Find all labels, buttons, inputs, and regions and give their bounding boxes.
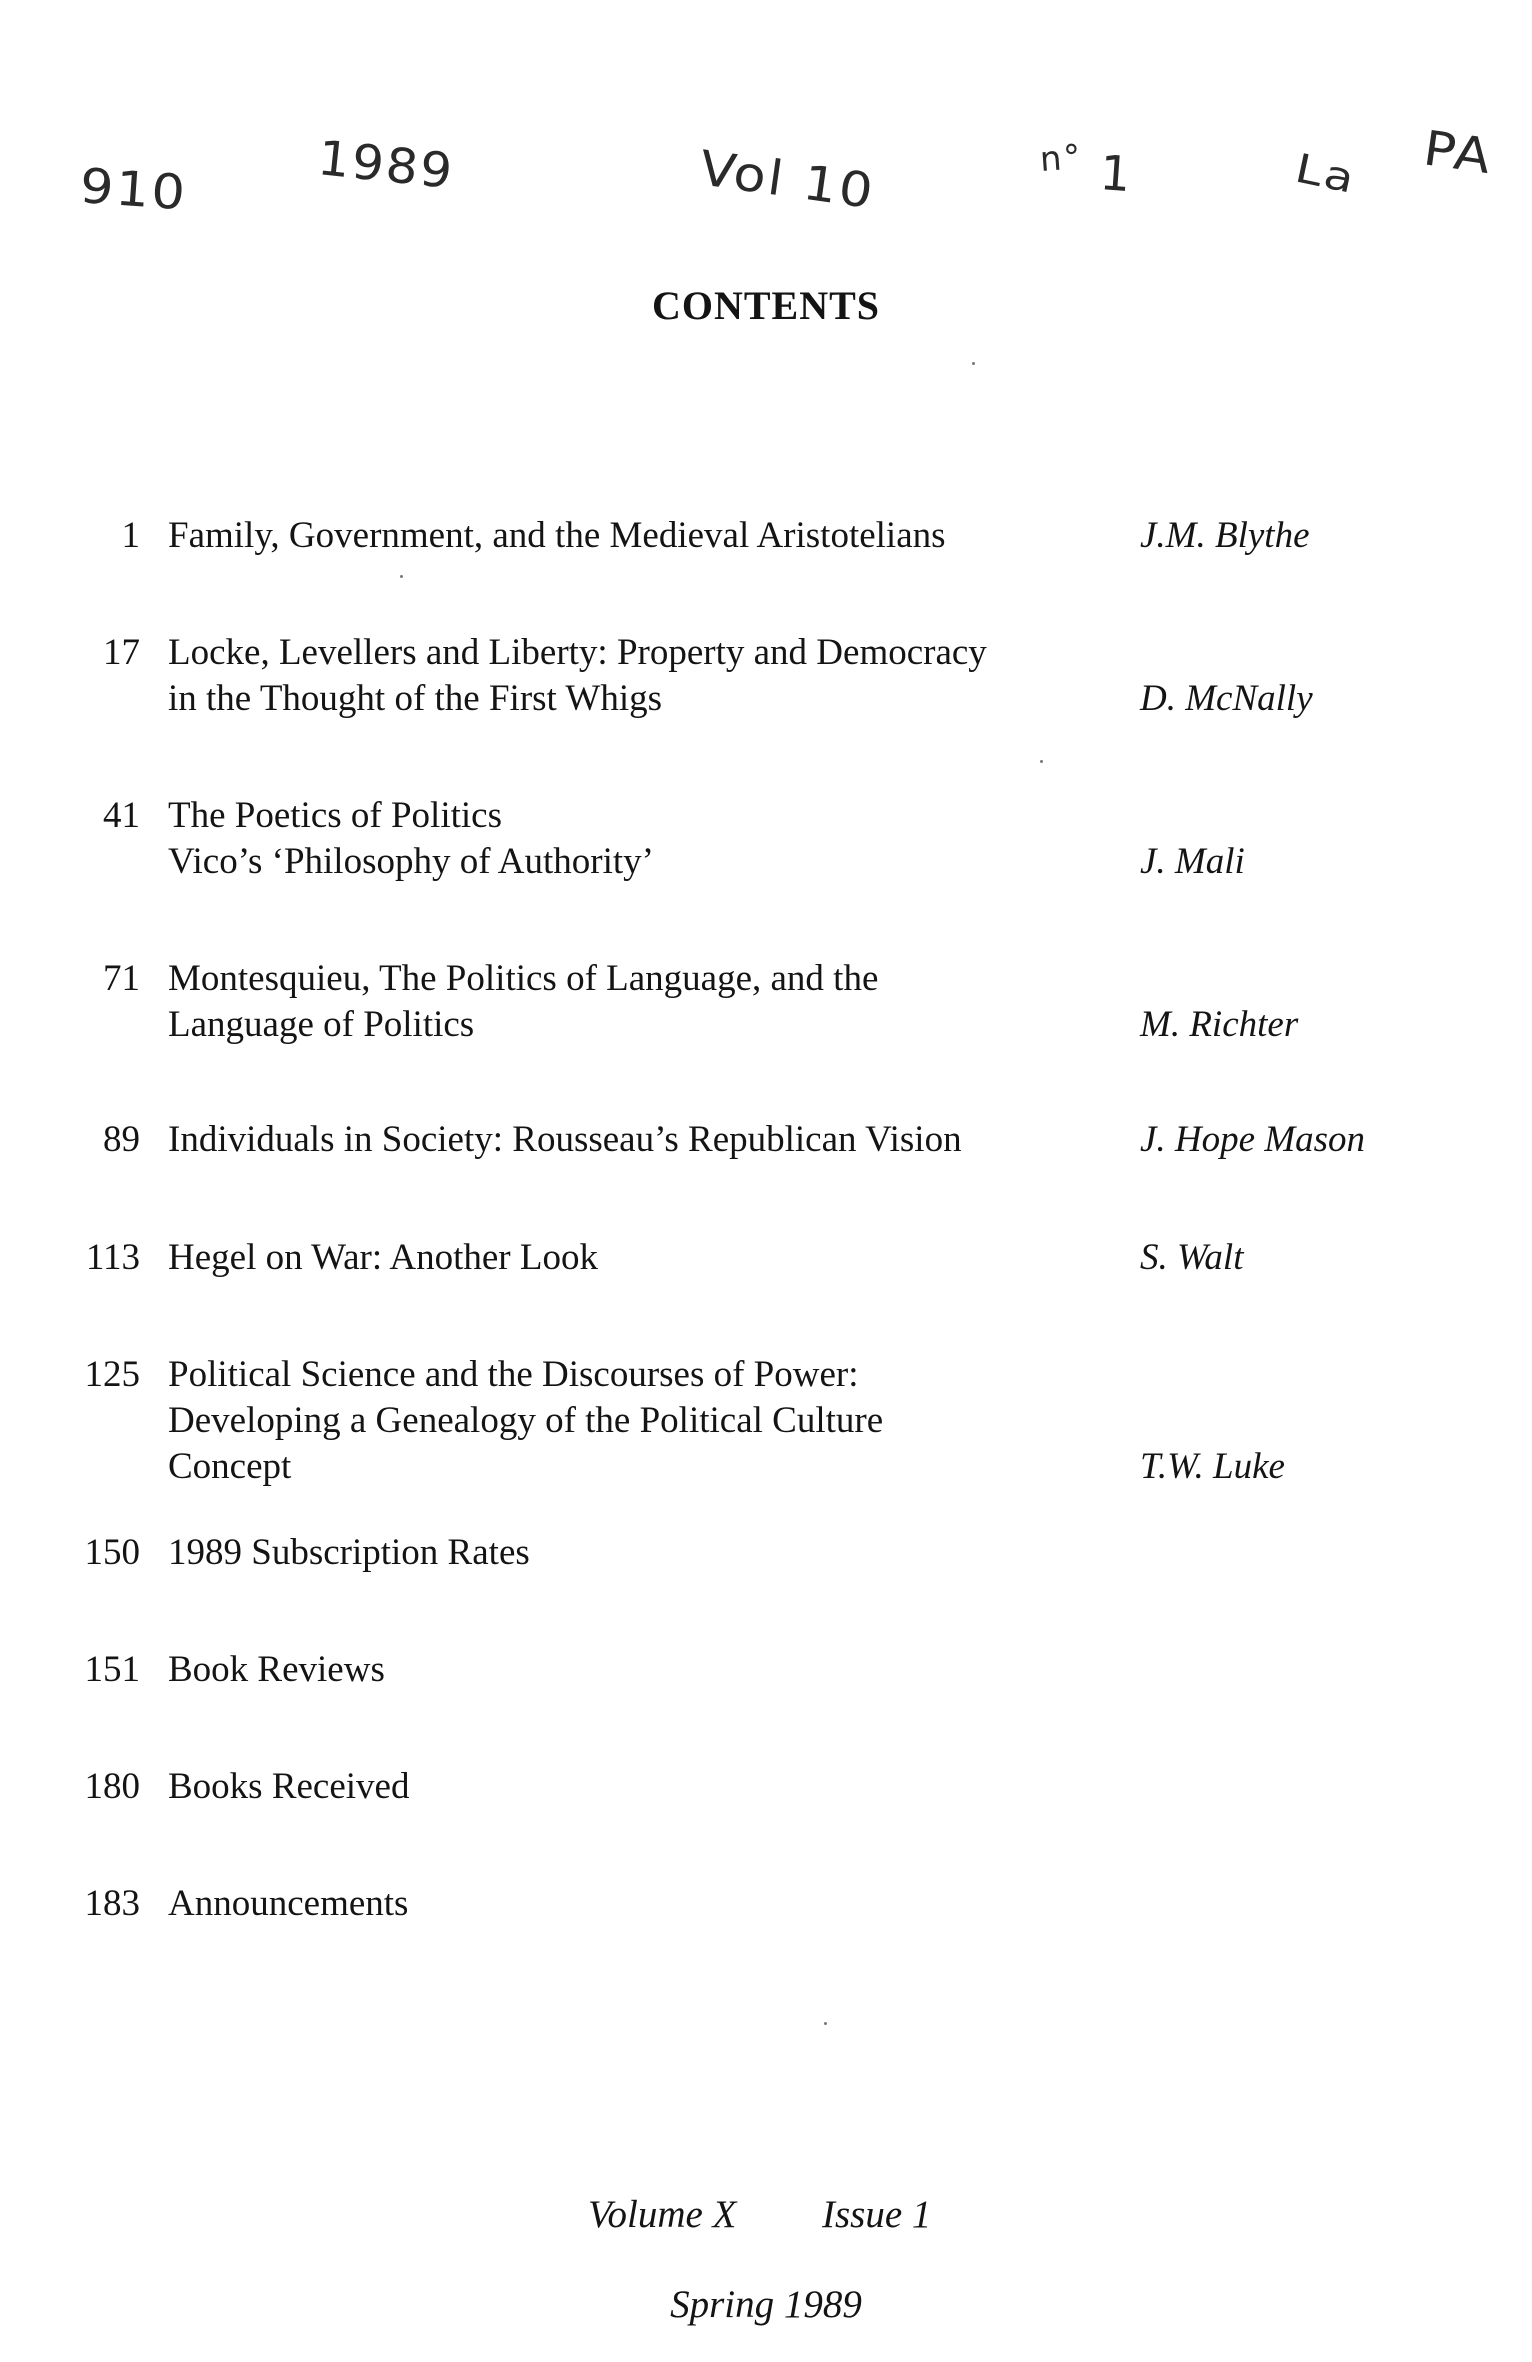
toc-title-line: Hegel on War: Another Look xyxy=(168,1237,598,1278)
toc-page-number: 183 xyxy=(84,1883,140,1924)
toc-author: J. Hope Mason xyxy=(1140,1119,1366,1160)
handwritten-annotation xyxy=(0,0,1532,260)
toc-page-number: 113 xyxy=(85,1237,140,1278)
toc-author: T.W. Luke xyxy=(1140,1446,1285,1487)
toc-article-title xyxy=(168,956,1128,1048)
page-title: CONTENTS xyxy=(651,283,881,328)
toc-article-title xyxy=(168,630,1128,722)
toc-page-number: 180 xyxy=(84,1766,140,1807)
handwritten-note: n° xyxy=(1038,137,1084,180)
toc-article-title xyxy=(168,513,1128,559)
toc-article-title xyxy=(168,1352,1128,1490)
toc-title-line: Individuals in Society: Rousseau’s Republican Vision xyxy=(168,1119,962,1160)
volume-label: Volume X xyxy=(588,2193,737,2236)
toc-page-number: 125 xyxy=(84,1354,140,1395)
toc-title-line: Language of Politics xyxy=(168,1004,475,1045)
toc-article-title xyxy=(168,1117,1128,1163)
toc-article-title xyxy=(168,1647,1128,1693)
toc-title-line: Montesquieu, The Politics of Language, and the xyxy=(168,958,879,999)
toc-article-title xyxy=(168,1530,1128,1576)
toc-page-number: 150 xyxy=(84,1532,140,1573)
scan-speck xyxy=(972,362,975,365)
toc-page-number: 17 xyxy=(103,632,140,673)
toc-title-line: Family, Government, and the Medieval Aristotelians xyxy=(168,515,946,556)
toc-title-line: Political Science and the Discourses of Power: xyxy=(168,1354,859,1395)
toc-title-line: 1989 Subscription Rates xyxy=(168,1532,530,1573)
handwritten-note: PA xyxy=(1420,120,1497,186)
toc-article-title xyxy=(168,793,1128,885)
toc-page-number: 89 xyxy=(103,1119,140,1160)
handwritten-note: 1989 xyxy=(315,130,457,201)
toc-page-number: 71 xyxy=(103,958,140,999)
scan-speck xyxy=(824,2022,827,2025)
season-label: Spring 1989 xyxy=(670,2283,862,2326)
issue-label: Issue 1 xyxy=(822,2193,932,2236)
toc-article-title xyxy=(168,1764,1128,1810)
handwritten-note: Vol 10 xyxy=(696,140,879,221)
toc-title-line: in the Thought of the First Whigs xyxy=(168,678,663,719)
scan-speck xyxy=(1040,760,1043,763)
toc-title-line: Developing a Genealogy of the Political Culture xyxy=(168,1400,884,1441)
toc-title-line: Books Received xyxy=(168,1766,410,1807)
toc-article-title xyxy=(168,1881,1128,1927)
handwritten-note: 910 xyxy=(78,158,190,222)
toc-author: J. Mali xyxy=(1140,841,1245,882)
toc-page-number: 1 xyxy=(121,515,140,556)
toc-author: M. Richter xyxy=(1140,1004,1299,1045)
toc-author: S. Walt xyxy=(1140,1237,1244,1278)
toc-title-line: Locke, Levellers and Liberty: Property and Democracy xyxy=(168,632,987,673)
toc-page-number: 41 xyxy=(103,795,140,836)
toc-title-line: Vico’s ‘Philosophy of Authority’ xyxy=(168,841,654,882)
toc-author: J.M. Blythe xyxy=(1140,515,1310,556)
toc-article-title xyxy=(168,1235,1128,1281)
toc-author: D. McNally xyxy=(1140,678,1313,719)
handwritten-note: 1 xyxy=(1098,145,1135,204)
handwritten-note: La xyxy=(1291,145,1361,204)
toc-title-line: The Poetics of Politics xyxy=(168,795,502,836)
toc-title-line: Book Reviews xyxy=(168,1649,385,1690)
toc-title-line: Announcements xyxy=(168,1883,409,1924)
scan-speck xyxy=(400,575,403,578)
toc-title-line: Concept xyxy=(168,1446,292,1487)
toc-page-number: 151 xyxy=(84,1649,140,1690)
